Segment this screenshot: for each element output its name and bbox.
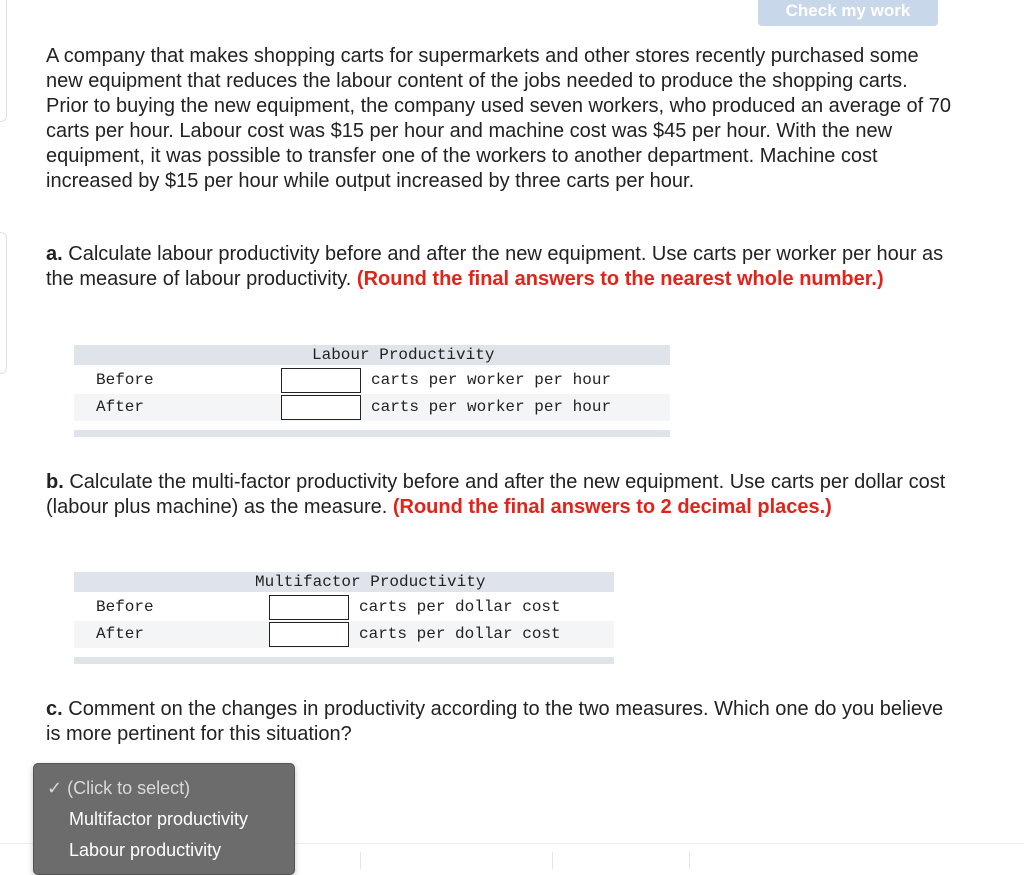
check-my-work-button[interactable]: Check my work <box>758 0 938 26</box>
problem-intro: A company that makes shopping carts for supermarkets and other stores recently purchased some new equipment that reduces the labour content of the jobs needed to produce the shopping carts. Prior to buying the new equipment, the company used seven workers, who produced an average of 70 carts per hour. Labour cost was $15 per hour and machine cost was $45 per hour. With the new equipment, it was possible to transfer one of the workers to another department. Machine cost increased by $15 per hour while output increased by three carts per hour. <box>46 45 951 192</box>
question-a-instruction: (Round the final answers to the nearest whole number.) <box>356 268 884 290</box>
dropdown-placeholder[interactable]: ✓ (Click to select) <box>47 778 191 798</box>
table-row <box>74 367 670 394</box>
multifactor-after-input[interactable] <box>269 622 349 647</box>
table-footer <box>74 430 670 437</box>
table-header <box>74 572 614 592</box>
question-c-text: Comment on the changes in productivity according to the two measures. Which one do you believe is more pertinent for this situation? <box>46 698 944 745</box>
row-unit: carts per worker per hour <box>371 398 612 416</box>
pertinent-measure-dropdown[interactable] <box>33 763 295 875</box>
labour-after-input[interactable] <box>281 395 361 420</box>
question-c-letter: c. <box>46 698 63 720</box>
question-b-text: Calculate the multi-factor productivity before and after the new equipment. Use carts per dollar cost (labour plus machine) as the measure. <box>46 471 946 518</box>
table-row <box>74 621 614 648</box>
left-edge-tab <box>0 0 7 122</box>
question-c <box>46 697 951 747</box>
table-row <box>74 394 670 421</box>
table-header-label: Labour Productivity <box>312 346 495 364</box>
divider-tick <box>360 852 361 869</box>
row-unit: carts per dollar cost <box>359 625 561 643</box>
labour-before-input[interactable] <box>281 368 361 393</box>
row-label-after: After <box>96 625 145 643</box>
question-a-text: Calculate labour productivity before and after the new equipment. Use carts per worker per hour as the measure of labour productivity. <box>46 243 944 290</box>
divider-tick <box>689 852 690 869</box>
dropdown-option-multifactor[interactable]: Multifactor productivity <box>69 809 249 829</box>
question-a <box>46 242 951 292</box>
row-unit: carts per dollar cost <box>359 598 561 616</box>
row-unit: carts per worker per hour <box>371 371 612 389</box>
multifactor-productivity-table <box>74 572 614 664</box>
question-b-letter: b. <box>46 471 64 493</box>
table-row <box>74 594 614 621</box>
row-label-before: Before <box>96 371 154 389</box>
row-label-before: Before <box>96 598 154 616</box>
dropdown-option-labour[interactable]: Labour productivity <box>69 840 222 860</box>
table-footer <box>74 657 614 664</box>
labour-productivity-table <box>74 345 670 437</box>
table-header <box>74 345 670 365</box>
question-b <box>46 470 951 520</box>
row-label-after: After <box>96 398 145 416</box>
question-b-instruction: (Round the final answers to 2 decimal places.) <box>392 496 832 518</box>
left-edge-tab <box>0 232 7 374</box>
divider-tick <box>552 852 553 869</box>
multifactor-before-input[interactable] <box>269 595 349 620</box>
question-a-letter: a. <box>46 243 63 265</box>
problem-statement <box>46 44 951 194</box>
table-header-label: Multifactor Productivity <box>255 573 486 591</box>
